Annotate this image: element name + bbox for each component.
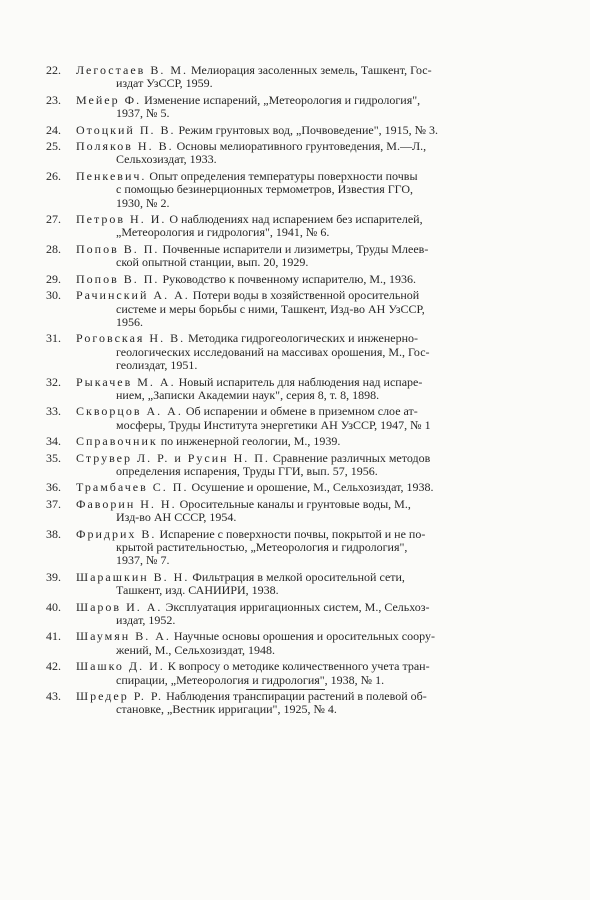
- reference-author: Попов В. П.: [76, 241, 160, 256]
- reference-number: 22.: [46, 63, 61, 77]
- reference-continuation-line: [76, 107, 546, 120]
- reference-continuation-line: [76, 359, 546, 372]
- reference-number: 36.: [46, 480, 61, 495]
- reference-item: [46, 289, 546, 329]
- reference-text: [76, 170, 546, 210]
- reference-line-text: Опыт определения температуры поверхности почвы: [149, 168, 418, 183]
- reference-continuation-line: [76, 389, 546, 402]
- reference-line-text: Испарение с поверхности почвы, покрытой и не по-: [159, 526, 426, 541]
- reference-item: [46, 140, 546, 167]
- reference-author: Шаумян В. А.: [76, 629, 171, 644]
- reference-first-line: [76, 498, 546, 511]
- reference-line-text: Режим грунтовых вод, „Почвоведение", 1915, № 3.: [178, 122, 439, 137]
- reference-number: 35.: [46, 450, 61, 465]
- reference-item: [46, 528, 546, 568]
- reference-line-text: определения испарения, Труды ГГИ, вып. 57, 1956.: [116, 463, 378, 478]
- reference-line-text: 1937, № 5.: [116, 106, 170, 121]
- reference-text: [76, 452, 546, 479]
- reference-line-text: Оросительные каналы и грунтовые воды, М.,: [179, 496, 411, 511]
- reference-continuation-line: [76, 554, 546, 567]
- reference-line-text: Наблюдения транспирации растений в полевой об-: [166, 689, 427, 704]
- reference-continuation-line: [76, 183, 546, 196]
- reference-number: 24.: [46, 122, 61, 137]
- reference-line-text: „Метеорология и гидрология", 1941, № 6.: [116, 225, 330, 240]
- reference-line-text: 1937, № 7.: [116, 553, 170, 568]
- reference-continuation-line: [76, 256, 546, 269]
- reference-line-text: Почвенные испарители и лизиметры, Труды Млеев-: [162, 241, 429, 256]
- reference-item: [46, 273, 546, 286]
- reference-continuation-line: [76, 153, 546, 166]
- reference-line-text: с помощью безинерционных термометров, Известия ГГО,: [116, 182, 413, 197]
- reference-item: [46, 243, 546, 270]
- reference-first-line: [76, 213, 546, 226]
- reference-item: [46, 435, 546, 448]
- reference-line-text: мосферы, Труды Института энергетики АН УзССР, 1947, № 1: [116, 417, 431, 432]
- reference-continuation-line: [76, 465, 546, 478]
- reference-line-text: Об испарении и обмене в приземном слое ат-: [185, 404, 418, 419]
- reference-line-text: спирации, „Метеорология и гидрология", 1938, № 1.: [116, 672, 385, 687]
- reference-continuation-line: [76, 419, 546, 432]
- reference-line-text: Эксплуатация ирригационных систем, М., Сельхоз-: [165, 599, 430, 614]
- reference-continuation-line: [76, 614, 546, 627]
- reference-number: 23.: [46, 92, 61, 107]
- reference-line-text: Мелиорация засоленных земель, Ташкент, Гос-: [191, 63, 432, 77]
- reference-number: 31.: [46, 331, 61, 346]
- reference-text: [76, 332, 546, 372]
- reference-first-line: [76, 481, 546, 494]
- reference-item: [46, 601, 546, 628]
- reference-text: [76, 630, 546, 657]
- reference-first-line: [76, 64, 546, 77]
- reference-first-line: [76, 405, 546, 418]
- reference-item: [46, 376, 546, 403]
- reference-first-line: [76, 660, 546, 673]
- reference-first-line: [76, 273, 546, 286]
- reference-line-text: Осушение и орошение, М., Сельхозиздат, 1938.: [191, 480, 434, 495]
- reference-author: Шарашкин В. Н.: [76, 569, 190, 584]
- reference-text: [76, 376, 546, 403]
- reference-line-text: 1956.: [116, 314, 143, 329]
- reference-author: Фридрих В.: [76, 526, 157, 541]
- reference-line-text: Сравнение различных методов: [272, 450, 431, 465]
- reference-item: [46, 170, 546, 210]
- reference-text: [76, 124, 546, 137]
- reference-item: [46, 124, 546, 137]
- reference-first-line: [76, 140, 546, 153]
- reference-continuation-line: [76, 541, 546, 554]
- reference-line-text: становке, „Вестник ирригации", 1925, № 4.: [116, 702, 337, 717]
- reference-first-line: [76, 452, 546, 465]
- reference-author: Справочник: [76, 434, 158, 449]
- reference-item: [46, 332, 546, 372]
- reference-item: [46, 452, 546, 479]
- reference-author: Поляков Н. В.: [76, 139, 174, 154]
- reference-line-text: 1930, № 2.: [116, 195, 170, 210]
- reference-text: [76, 528, 546, 568]
- reference-continuation-line: [76, 226, 546, 239]
- reference-first-line: [76, 170, 546, 183]
- reference-line-text: издат, 1952.: [116, 613, 176, 628]
- reference-author: Роговская Н. В.: [76, 331, 186, 346]
- reference-first-line: [76, 435, 546, 448]
- reference-line-text: Потери воды в хозяйственной оросительной: [192, 288, 420, 303]
- reference-line-text: Изменение испарений, „Метеорология и гидрология",: [144, 92, 421, 107]
- reference-first-line: [76, 528, 546, 541]
- reference-line-text: Научные основы орошения и оросительных соору-: [173, 629, 435, 644]
- reference-author: Шаров И. А.: [76, 599, 163, 614]
- reference-first-line: [76, 332, 546, 345]
- reference-number: 34.: [46, 434, 61, 449]
- reference-text: [76, 660, 546, 687]
- reference-item: [46, 571, 546, 598]
- reference-line-text: крытой растительностью, „Метеорология и гидрология",: [116, 540, 408, 554]
- reference-author: Отоцкий П. В.: [76, 122, 176, 137]
- reference-author: Трамбачев С. П.: [76, 480, 189, 495]
- reference-line-text: Методика гидрогеологических и инженерно-: [188, 331, 419, 346]
- reference-text: [76, 289, 546, 329]
- reference-number: 30.: [46, 288, 61, 303]
- reference-number: 33.: [46, 404, 61, 419]
- reference-item: [46, 498, 546, 525]
- reference-line-text: геологических исследований на массивах орошения, М., Гос-: [116, 344, 430, 359]
- reference-continuation-line: [76, 316, 546, 329]
- reference-item: [46, 660, 546, 687]
- reference-author: Легостаев В. М.: [76, 63, 189, 77]
- reference-line-text: Сельхозиздат, 1933.: [116, 152, 217, 167]
- reference-author: Струвер Л. Р. и Русин Н. П.: [76, 450, 270, 465]
- reference-number: 40.: [46, 599, 61, 614]
- reference-number: 32.: [46, 374, 61, 389]
- reference-author: Фаворин Н. Н.: [76, 496, 177, 511]
- reference-number: 29.: [46, 271, 61, 286]
- reference-first-line: [76, 601, 546, 614]
- reference-line-text: ской опытной станции, вып. 20, 1929.: [116, 255, 309, 270]
- reference-number: 41.: [46, 629, 61, 644]
- reference-first-line: [76, 243, 546, 256]
- reference-line-text: жений, М., Сельхозиздат, 1948.: [116, 642, 276, 657]
- reference-item: [46, 64, 546, 91]
- reference-item: [46, 213, 546, 240]
- reference-first-line: [76, 94, 546, 107]
- reference-first-line: [76, 376, 546, 389]
- reference-text: [76, 481, 546, 494]
- reference-number: 37.: [46, 496, 61, 511]
- reference-first-line: [76, 571, 546, 584]
- reference-number: 42.: [46, 659, 61, 674]
- reference-text: [76, 405, 546, 432]
- reference-continuation-line: [76, 346, 546, 359]
- reference-line-text: О наблюдениях над испарением без испарителей,: [169, 212, 423, 227]
- reference-number: 43.: [46, 689, 61, 704]
- reference-item: [46, 690, 546, 717]
- reference-text: [76, 601, 546, 628]
- reference-continuation-line: [76, 644, 546, 657]
- reference-continuation-line: [76, 511, 546, 524]
- reference-line-text: Основы мелиоративного грунтоведения, М.—Л.,: [176, 139, 427, 154]
- reference-author: Рачинский А. А.: [76, 288, 190, 303]
- reference-item: [46, 405, 546, 432]
- reference-line-text: К вопросу о методике количественного учета тран-: [167, 659, 430, 674]
- reference-continuation-line: [76, 674, 546, 687]
- reference-item: [46, 630, 546, 657]
- reference-continuation-line: [76, 303, 546, 316]
- reference-author: Петров Н. И.: [76, 212, 167, 227]
- reference-text: [76, 571, 546, 598]
- reference-line-text: системе и меры борьбы с ними, Ташкент, Изд-во АН УзССР,: [116, 301, 425, 316]
- reference-author: Скворцов А. А.: [76, 404, 183, 419]
- reference-text: [76, 243, 546, 270]
- reference-item: [46, 481, 546, 494]
- reference-first-line: [76, 690, 546, 703]
- reference-line-text: Изд-во АН СССР, 1954.: [116, 510, 237, 525]
- reference-number: 38.: [46, 526, 61, 541]
- reference-text: [76, 690, 546, 717]
- reference-text: [76, 213, 546, 240]
- reference-first-line: [76, 630, 546, 643]
- reference-author: Пенкевич.: [76, 168, 147, 183]
- reference-line-text: Руководство к почвенному испарителю, М., 1936.: [162, 271, 417, 286]
- reference-continuation-line: [76, 197, 546, 210]
- reference-line-text: по инженерной геологии, М., 1939.: [160, 434, 341, 449]
- reference-line-text: Новый испаритель для наблюдения над испаре-: [178, 374, 423, 389]
- reference-text: [76, 94, 546, 121]
- reference-line-text: нием, „Записки Академии наук", серия 8, т. 8, 1898.: [116, 387, 380, 402]
- reference-number: 26.: [46, 168, 61, 183]
- reference-item: [46, 94, 546, 121]
- reference-text: [76, 435, 546, 448]
- reference-number: 28.: [46, 241, 61, 256]
- section-end-rule: [246, 689, 325, 690]
- reference-number: 27.: [46, 212, 61, 227]
- reference-number: 25.: [46, 139, 61, 154]
- reference-number: 39.: [46, 569, 61, 584]
- reference-text: [76, 140, 546, 167]
- reference-list: [46, 64, 546, 720]
- reference-line-text: Фильтрация в мелкой оросительной сети,: [192, 569, 405, 584]
- reference-author: Мейер Ф.: [76, 92, 142, 107]
- reference-line-text: геолиздат, 1951.: [116, 358, 198, 373]
- reference-line-text: Ташкент, изд. САНИИРИ, 1938.: [116, 583, 279, 598]
- reference-continuation-line: [76, 703, 546, 716]
- reference-text: [76, 498, 546, 525]
- reference-author: Попов В. П.: [76, 271, 160, 286]
- reference-line-text: издат УзССР, 1959.: [116, 76, 213, 91]
- reference-author: Рыкачев М. А.: [76, 374, 176, 389]
- reference-continuation-line: [76, 584, 546, 597]
- reference-text: [76, 273, 546, 286]
- reference-first-line: [76, 289, 546, 302]
- reference-continuation-line: [76, 77, 546, 90]
- reference-author: Шредер Р. Р.: [76, 689, 164, 704]
- reference-text: [76, 64, 546, 91]
- reference-author: Шашко Д. И.: [76, 659, 165, 674]
- reference-first-line: [76, 124, 546, 137]
